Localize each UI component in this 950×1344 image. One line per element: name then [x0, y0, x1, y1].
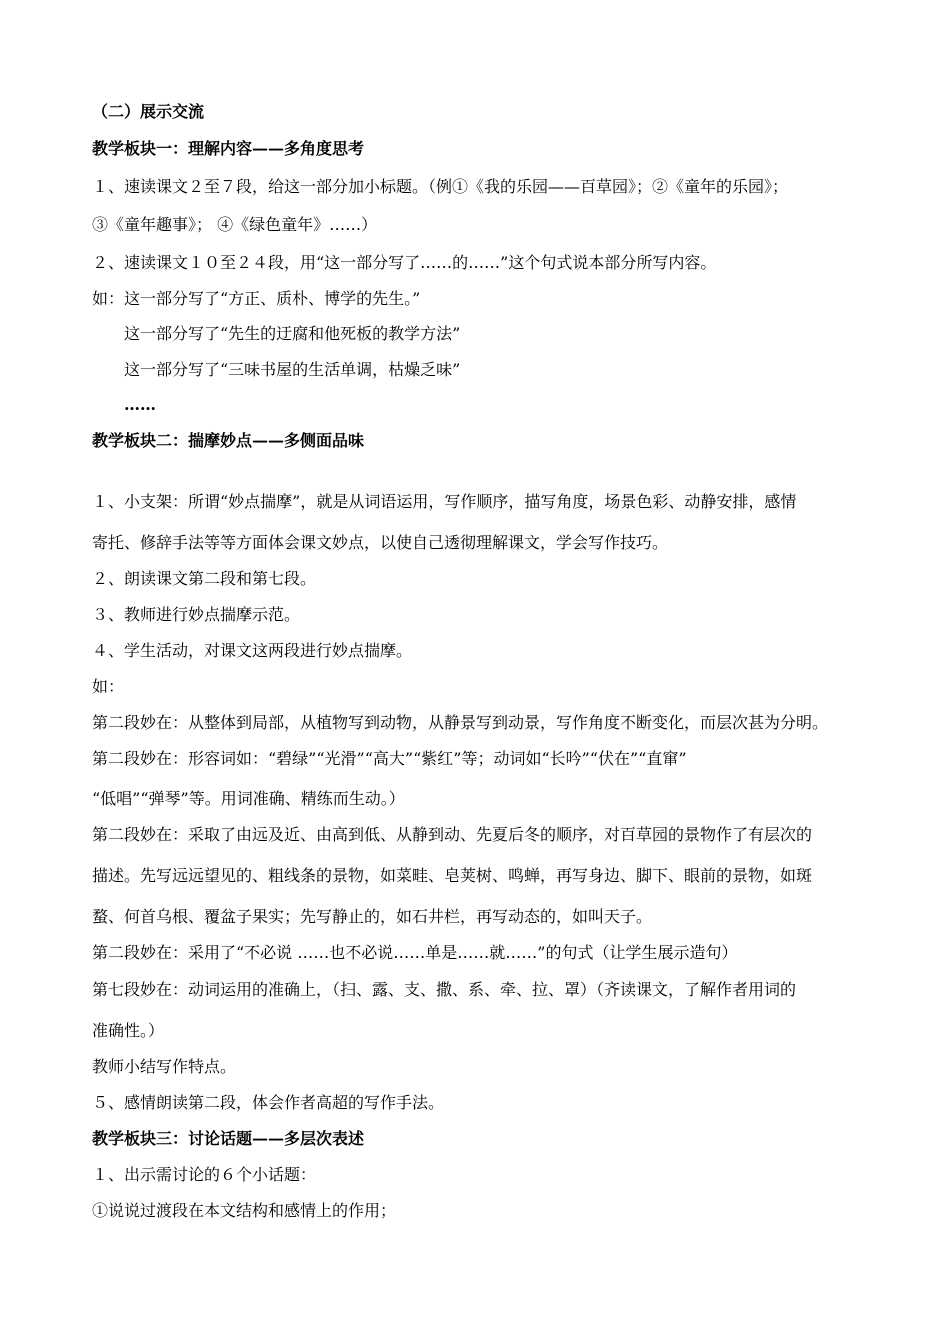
paragraph-line: 第七段妙在：动词运用的准确上，（扫、露、支、撒、系、牵、拉、罩）（齐读课文，了解作者用词的 [92, 980, 797, 999]
section-heading: （二）展示交流 [92, 102, 205, 121]
paragraph-line: 描述。先写远远望见的、粗线条的景物，如菜畦、皂荚树、鸣蝉，再写身边、脚下、眼前的景物，如斑 [92, 866, 813, 885]
module-three-heading: 教学板块三：讨论话题——多层次表述 [92, 1129, 365, 1148]
paragraph-line: 第二段妙在：从整体到局部，从植物写到动物，从静景写到动景，写作角度不断变化，而层次甚为分明。 [92, 713, 829, 732]
paragraph-line: ５、感情朗读第二段，体会作者高超的写作手法。 [92, 1093, 445, 1112]
paragraph-line: 寄托、修辞手法等等方面体会课文妙点，以使自己透彻理解课文，学会写作技巧。 [92, 533, 669, 552]
paragraph-line: 第二段妙在：采用了“不必说 ……也不必说……单是……就……”的句式（让学生展示造句） [92, 943, 738, 962]
ellipsis-line: …… [124, 395, 156, 414]
paragraph-line: 第二段妙在：形容词如：“碧绿”“光滑”“高大”“紫红”等；动词如“长吟”“伏在”“直窜” [92, 749, 687, 768]
paragraph-line: １、速读课文２至７段，给这一部分加小标题。（例①《我的乐园——百草园》；②《童年的乐园》； [92, 177, 789, 196]
paragraph-line: １、出示需讨论的６个小话题： [92, 1165, 317, 1184]
paragraph-line: 如：这一部分写了“方正、质朴、博学的先生。” [92, 289, 421, 308]
module-two-heading: 教学板块二：揣摩妙点——多侧面品味 [92, 431, 365, 450]
paragraph-line: ２、速读课文１０至２４段，用“这一部分写了……的……”这个句式说本部分所写内容。 [92, 253, 717, 272]
paragraph-line: １、小支架：所谓“妙点揣摩”，就是从词语运用，写作顺序，描写角度，场景色彩、动静安排，感情 [92, 492, 797, 511]
paragraph-line: 如： [92, 677, 125, 696]
paragraph-line: 这一部分写了“三味书屋的生活单调，枯燥乏味” [124, 360, 461, 379]
module-one-heading: 教学板块一：理解内容——多角度思考 [92, 139, 365, 158]
paragraph-line: ③《童年趣事》； ④《绿色童年》……） [92, 215, 378, 234]
paragraph-line: 蝥、何首乌根、覆盆子果实；先写静止的，如石井栏，再写动态的，如叫天子。 [92, 907, 653, 926]
paragraph-line: 准确性。） [92, 1021, 165, 1040]
paragraph-line: 这一部分写了“先生的迂腐和他死板的教学方法” [124, 324, 461, 343]
paragraph-line: ４、学生活动，对课文这两段进行妙点揣摩。 [92, 641, 413, 660]
paragraph-line: ①说说过渡段在本文结构和感情上的作用； [92, 1201, 397, 1220]
paragraph-line: ２、朗读课文第二段和第七段。 [92, 569, 317, 588]
paragraph-line: 第二段妙在：采取了由远及近、由高到低、从静到动、先夏后冬的顺序，对百草园的景物作了有层次的 [92, 825, 813, 844]
paragraph-line: “低唱”“弹琴”等。用词准确、精练而生动。） [92, 789, 405, 808]
paragraph-line: 教师小结写作特点。 [92, 1057, 237, 1076]
paragraph-line: ３、教师进行妙点揣摩示范。 [92, 605, 301, 624]
